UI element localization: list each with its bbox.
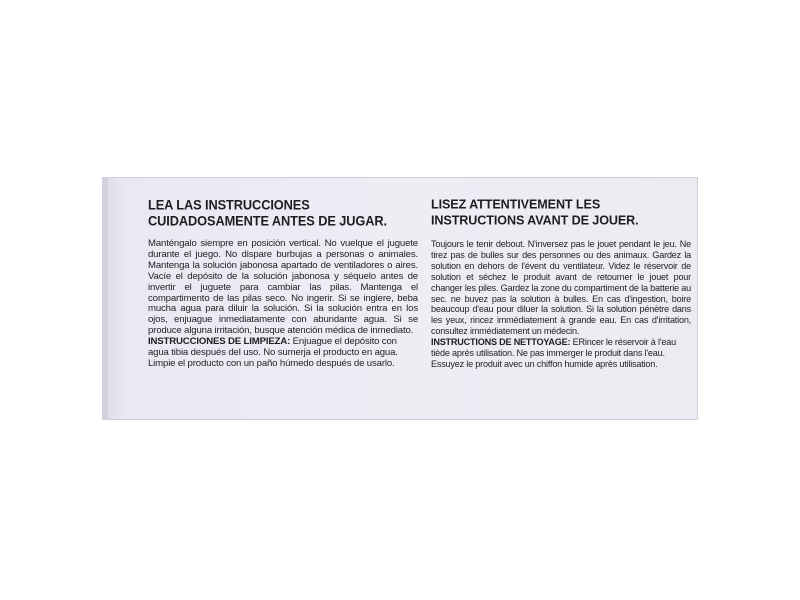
spanish-cleaning-label: INSTRUCCIONES DE LIMPIEZA: <box>148 336 291 348</box>
spanish-heading: LEA LAS INSTRUCCIONES CUIDADOSAMENTE ANTES DE JUGAR. <box>148 197 387 229</box>
spanish-body: Manténgalo siempre en posición vertical. No vuelque el juguete durante el juego. No dispare burbujas a personas o animales. Mantenga la solución jabonosa apartado de ventiladores o aires. Vacíe el depósito de la solución jabonosa y séquelo antes de invertir el juguete para cambiar las pilas. Mantenga el compartimento de las pilas seco. No ingerir. Si se ingiere, beba mucha agua para diluir la solución. Si la solución entra en los ojos, enjuague inmediatamente con abundante agua. Si se produce alguna irritación, busque atención médica de inmediato. <box>148 238 418 337</box>
spanish-cleaning <box>148 337 418 370</box>
french-cleaning <box>431 337 691 370</box>
spanish-instructions <box>148 197 418 370</box>
instruction-label <box>102 177 698 420</box>
french-instructions <box>431 197 691 370</box>
french-cleaning-label: INSTRUCTIONS DE NETTOYAGE: <box>431 337 571 348</box>
french-body: Toujours le tenir debout. N'inversez pas le jouet pendant le jeu. Ne tirez pas de bulles sur des personnes ou des animaux. Gardez la solution en dehors de l'évent du ventilateur. Videz le réservoir de solution et séchez le produit avant de retourner le jouet pour changer les piles. Gardez la zone du compartiment de la batterie au sec. ne buvez pas la solution à bulles. En cas d'ingestion, boire beaucoup d'eau pour diluer la solution. Si la solution pénètre dans les yeux, rincez immédiatement à grande eau. En cas d'irritation, consultez immédiatement un médecin. <box>431 239 691 337</box>
french-cleaning-text: ERincer le réservoir à l'eau tiède après utilisation. Ne pas immerger le produit dans l'eau. Essuyez le produit avec un chiffon humide après utilisation. <box>431 337 676 369</box>
spanish-cleaning-text: Enjuague el depósito con agua tibia después del uso. No sumerja el producto en agua. Limpie el producto con un paño húmedo después de usarlo. <box>148 336 398 369</box>
french-heading: LISEZ ATTENTIVEMENT LES INSTRUCTIONS AVANT DE JOUER. <box>431 197 639 228</box>
label-edge <box>102 177 108 420</box>
